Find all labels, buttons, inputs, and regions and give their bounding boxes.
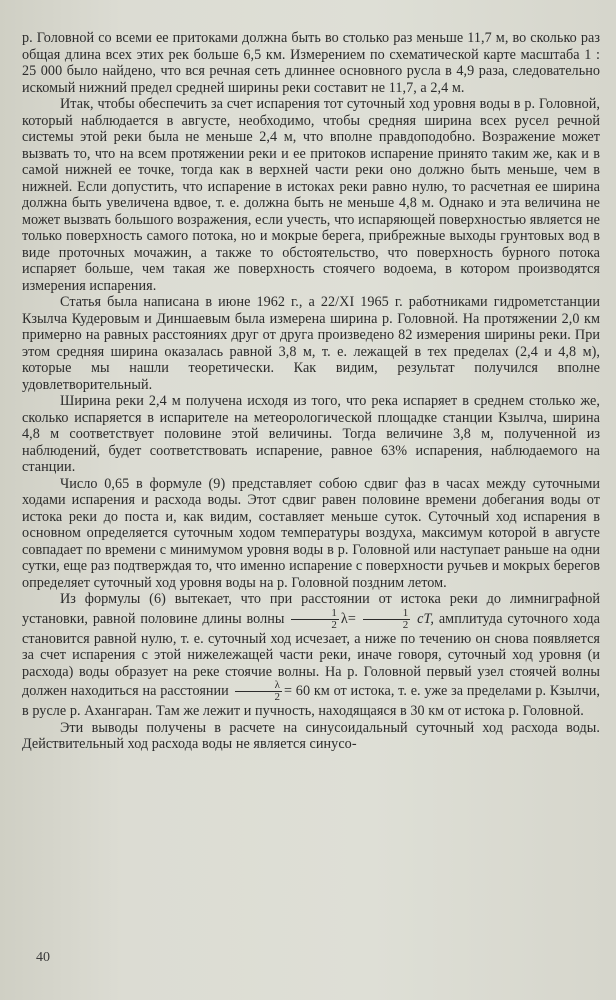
page-number: 40 xyxy=(36,950,50,965)
paragraph-3: Статья была написана в июне 1962 г., а 22/XI 1965 г. работниками гидрометстанции Кзылча Кудеровым и Диншаевым была измерена ширина р. Головной. На протяжении 2,0 км примерно на равных расстояниях друг от друга произведено 82 измерения ширины реки. При этом средняя ширина оказалась равной 3,8 м, т. е. лежащей в тех пределах (2,4 и 4,8 м), которые мы нашли теоретически. Как видим, результат получился вполне удовлетворительный. xyxy=(22,294,600,393)
paragraph-4: Ширина реки 2,4 м получена исходя из того, что река испаряет в среднем столько же, сколько испаряется в испарителе на метеорологической площадке станции Кзылча, ширина 4,8 м соответствует половине этой величины. Тогда величине 3,8 м, полученной из наблюдений, будет соответствовать испарение, равное 63% испарения, наблюдаемого на станции. xyxy=(22,393,600,475)
paragraph-7: Эти выводы получены в расчете на синусоидальный суточный ход расхода воды. Действительный ход расхода воды не является синусо- xyxy=(22,719,600,752)
paragraph-1: р. Головной со всеми ее притоками должна быть во столько раз меньше 11,7 м, во сколько раз общая длина всех этих рек больше 6,5 км. Измерением по схематической карте масштаба 1 : 25 000 было найдено, что вся речная сеть длиннее основного русла в 4,9 раза, следовательно искомый нижний предел средней ширины реки составит не 11,7, а 2,4 м. xyxy=(22,30,600,96)
fraction-one-half-2: $\frac{1}{2}$ xyxy=(363,608,411,631)
paragraph-6-formula xyxy=(22,591,600,720)
formula-ct: cT, xyxy=(417,610,434,627)
paragraph-5: Число 0,65 в формуле (9) представляет собою сдвиг фаз в часах между суточными ходами испарения и расхода воды. Этот сдвиг равен половине времени добегания воды от истока реки до поста и, как видим, составляет меньше суток. Суточный ход испарения в основном определяется суточным ходом температуры воздуха, максимум которой в августе совпадает по времени с минимумом уровня воды в р. Головной или наступает раньше на одни сутки, еще раз подтверждая то, что именно испарение с поверхности ручьев и мокрых берегов определяет суточный ход уровня воды на р. Головной поздним летом. xyxy=(22,475,600,591)
formula-text-after: = 60 км от истока, т. е. уже за пределами р. Кзылчи, в русле р. Ахангаран. Там же лежит и пучность, находящаяся в 30 км от истока р. Головной. xyxy=(22,682,600,719)
fraction-lambda-half: $\frac{\lambda}{2}$ xyxy=(235,680,282,703)
paragraph-2: Итак, чтобы обеспечить за счет испарения тот суточный ход уровня воды в р. Головной, который наблюдается в августе, необходимо, чтобы средняя ширина всех русел речной системы этой реки была не меньше 2,4 м, что вполне правдоподобно. Возражение может вызвать то, что на всем протяжении реки и ее притоков испарение принято таким же, как и в самой нижней ее точке, тогда как в верхней части реки оно должно быть меньше, чем в нижней. Если допустить, что испарение в истоках реки равно нулю, то расчетная ее ширина должна быть увеличена вдвое, т. е. должна быть не меньше 4,8 м. Однако и эта величина не может вызвать большого возражения, если учесть, что испаряющей поверхностью является не только поверхность самого потока, но и мокрые берега, прибрежные выходы грунтовых вод в виде проточных мочажин, а также то обстоятельство, что поверхность бурного потока испаряет больше, чем такая же поверхность стоячего водоема, в котором производятся измерения испарения. xyxy=(22,96,600,294)
formula-text-before: Из формулы (6) вытекает, что при расстоянии от истока реки до лимниграфной установки, равной половине длины волны xyxy=(22,591,600,627)
page-body-text xyxy=(22,30,600,753)
formula-text-middle: амплитуда суточного хода становится равной нулю, т. е. суточный ход исчезает, а ниже по течению он снова появляется за счет испарения с этой нижележащей части реки, иначе говоря, суточный ход уровня (и расхода) воды образует на реке стоячие волны. На р. Головной первый узел стоячей волны должен находиться на расстоянии xyxy=(22,610,600,699)
fraction-one-half-1: $\frac{1}{2}$ xyxy=(291,608,339,631)
formula-lambda: λ= xyxy=(340,610,356,627)
